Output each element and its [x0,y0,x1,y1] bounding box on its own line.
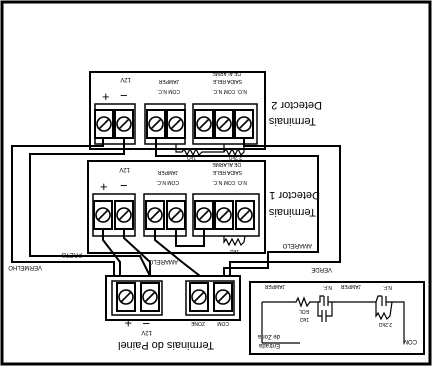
screw-icon [195,201,213,229]
screw-icon [146,201,164,229]
wire-label-preto: PRETO [61,251,82,257]
relay-pins: N.O. COM N.C. [212,88,247,94]
screw-icon [167,201,185,229]
wire-label-vermelho: VERMELHO [8,264,42,270]
screw-icon [215,110,233,138]
minus-sign: − [120,178,128,193]
legend-eol: EOL [298,308,309,314]
panel-com-label: COM [217,320,229,326]
screw-icon [190,283,208,311]
screw-icon [167,110,185,138]
wire-label-amarelo: AMARELO [148,258,178,264]
screw-icon [235,110,253,138]
detector-title: Detector 2 [271,99,322,111]
panel-zone-label: ZONE [191,320,205,326]
panel-title: Terminais do Painel [118,339,214,351]
com-nc-label: COM N.C. [155,179,179,185]
relay-subtitle: SAIDA RELE [212,169,242,175]
relay-subtitle: SAIDA RELE [212,78,242,84]
legend-jamper: JAMPER [264,283,285,289]
relay-title: DE ALARME [212,161,241,167]
panel-terminals [106,276,240,351]
terminals-label: Terminais [268,115,316,127]
minus-sign: − [120,88,128,103]
legend-com: COM [403,338,417,344]
screw-icon [214,283,232,311]
resistor-2k2-label: 2.2kΩ [228,154,242,160]
jumper-label: JAMPER [158,78,179,84]
legend-nf: N.F. [323,284,332,290]
power-label: 12V [120,76,131,82]
wire-label-verde: VERDE [311,266,332,272]
screw-icon [117,283,135,311]
legend-jamper: JAMPER [340,283,361,289]
minus-sign: − [142,316,150,331]
resistor-1k-label: 1kΩ [229,248,239,254]
terminals-label: Terminais [268,206,316,218]
plus-sign: + [102,89,110,104]
relay-title: DE ALARME [212,70,241,76]
legend-de-zona: de Zona [257,333,280,339]
screw-icon [147,110,165,138]
legend-1k: 1kΩ [299,316,309,322]
screw-icon [141,283,159,311]
screw-icon [95,110,113,138]
com-nc-label: COM N.C. [156,88,180,94]
screw-icon [115,201,133,229]
resistor-1k-label: 1kΩ [186,154,196,160]
power-label: 12V [119,166,130,172]
legend-nf: N.F. [383,284,392,290]
jumper-label: JAMPER [157,169,178,175]
screw-icon [195,110,213,138]
screw-icon [115,110,133,138]
legend-entrada: Entrada [258,342,280,348]
screw-icon [236,201,254,229]
screw-icon [94,201,112,229]
legend-2k2: 2.2kΩ [378,321,392,327]
plus-sign: + [100,179,108,194]
detector-title: Detector 1 [269,189,320,201]
eol-legend [250,282,424,354]
wire-label-amarelo: AMARELO [282,242,312,248]
screw-icon [215,201,233,229]
relay-pins: N.O. COM N.C. [212,179,247,185]
plus-sign: + [124,316,132,331]
panel-12v-label: 12V [141,329,152,335]
